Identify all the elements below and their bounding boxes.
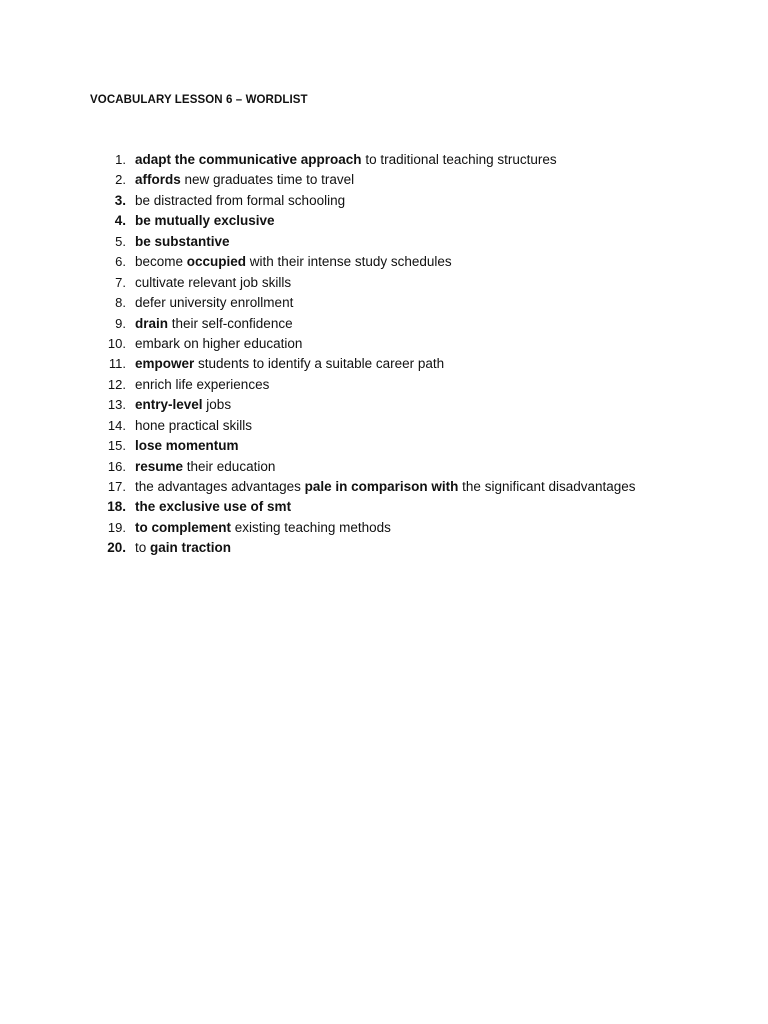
phrase-text: jobs — [202, 397, 232, 413]
phrase-text: the advantages advantages — [135, 479, 305, 494]
list-item — [90, 518, 730, 538]
list-item-number: 13. — [107, 397, 126, 413]
vocabulary-term: occupied — [186, 254, 247, 270]
list-item — [90, 334, 730, 354]
phrase-text: enrich life experiences — [135, 376, 270, 392]
list-item-text — [135, 273, 291, 293]
list-item — [90, 314, 730, 334]
list-item-text — [135, 538, 231, 558]
vocabulary-term: affords — [135, 172, 181, 188]
vocabulary-term: the exclusive use of smt — [135, 499, 292, 515]
list-item-text — [135, 150, 557, 170]
phrase-text: become — [135, 254, 187, 270]
list-item — [90, 416, 730, 436]
list-item-text — [135, 252, 452, 272]
list-item-number: 3. — [114, 192, 126, 208]
phrase-text: cultivate relevant job skills — [135, 274, 292, 290]
vocabulary-term: gain traction — [150, 540, 232, 556]
list-item — [90, 395, 730, 415]
list-item-number: 19. — [107, 519, 126, 535]
list-item-text — [135, 170, 354, 190]
vocabulary-term: to complement — [135, 519, 232, 535]
list-item-number: 20. — [107, 540, 126, 556]
list-item-text — [135, 518, 391, 538]
list-item-number: 5. — [115, 233, 126, 249]
phrase-text: with their intense study schedules — [246, 254, 452, 270]
list-item — [90, 477, 730, 497]
phrase-text: existing teaching methods — [231, 519, 391, 535]
list-item-text — [135, 334, 302, 354]
phrase-text: to traditional teaching structures — [361, 152, 557, 167]
document-title: VOCABULARY LESSON 6 – WORDLIST — [90, 94, 308, 106]
phrase-text: to — [135, 540, 151, 556]
list-item-text — [135, 354, 444, 374]
list-item-text — [135, 457, 275, 477]
vocabulary-term: pale in comparison with — [304, 479, 459, 494]
list-item — [90, 436, 730, 456]
list-item-number: 10. — [107, 335, 126, 351]
list-item-number: 15. — [107, 438, 126, 454]
vocabulary-term: be substantive — [135, 233, 230, 249]
list-item — [90, 232, 730, 252]
list-item-number: 4. — [114, 213, 126, 229]
list-item — [90, 273, 730, 293]
list-item — [90, 150, 730, 170]
vocabulary-term: empower — [135, 356, 195, 372]
list-item-number: 1. — [115, 152, 126, 167]
phrase-text: be distracted from formal schooling — [135, 192, 346, 208]
list-item — [90, 497, 730, 517]
list-item-text — [135, 293, 293, 313]
list-item-text — [135, 375, 269, 395]
list-item-number: 14. — [107, 417, 126, 433]
vocabulary-term: resume — [135, 458, 184, 474]
list-item — [90, 170, 730, 190]
list-item-number: 16. — [107, 458, 126, 474]
list-item — [90, 538, 730, 558]
phrase-text: embark on higher education — [135, 335, 303, 351]
list-item-text — [135, 395, 231, 415]
list-item — [90, 293, 730, 313]
list-item — [90, 354, 730, 374]
phrase-text: their self-confidence — [168, 315, 293, 331]
list-item-text — [135, 416, 252, 436]
list-item-number: 9. — [115, 315, 126, 331]
vocabulary-term: entry-level — [135, 397, 203, 413]
list-item — [90, 191, 730, 211]
vocabulary-list — [90, 150, 730, 559]
list-item-text — [135, 497, 291, 517]
list-item — [90, 375, 730, 395]
list-item-text — [135, 314, 293, 334]
vocabulary-term: drain — [135, 315, 169, 331]
list-item — [90, 211, 730, 231]
list-item-text — [135, 191, 345, 211]
list-item-text — [135, 211, 275, 231]
list-item-text — [135, 477, 636, 497]
phrase-text: the significant disadvantages — [458, 479, 636, 494]
phrase-text: hone practical skills — [135, 417, 253, 433]
phrase-text: their education — [183, 458, 276, 474]
vocabulary-term: lose momentum — [135, 438, 239, 454]
phrase-text: new graduates time to travel — [180, 172, 355, 188]
list-item-number: 12. — [107, 376, 126, 392]
list-item-number: 11. — [108, 356, 126, 372]
phrase-text: defer university enrollment — [135, 295, 294, 311]
list-item-text — [135, 436, 239, 456]
list-item — [90, 252, 730, 272]
vocabulary-term: adapt the communicative approach — [135, 152, 362, 167]
list-item-number: 2. — [115, 172, 126, 188]
list-item-number: 17. — [107, 479, 126, 494]
list-item-text — [135, 232, 230, 252]
list-item-number: 8. — [115, 295, 126, 311]
vocabulary-term: be mutually exclusive — [135, 213, 275, 229]
list-item — [90, 457, 730, 477]
phrase-text: students to identify a suitable career path — [194, 356, 445, 372]
list-item-number: 6. — [115, 254, 126, 270]
list-item-number: 7. — [115, 274, 126, 290]
list-item-number: 18. — [107, 499, 126, 515]
